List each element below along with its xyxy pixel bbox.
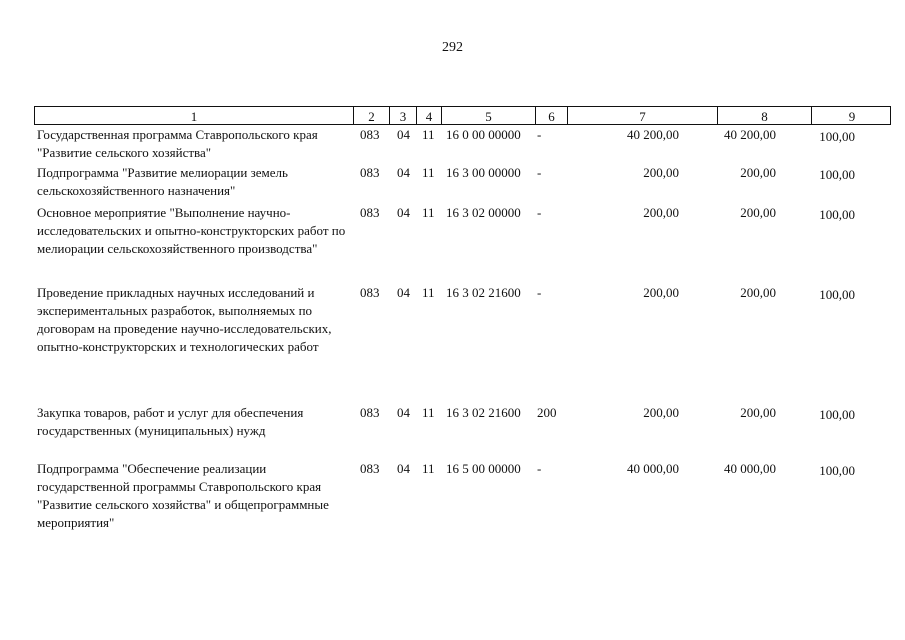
- row-col-2: 083: [360, 285, 380, 300]
- header-col-4: 4: [416, 107, 441, 124]
- row-name: Государственная программа Ставропольского края "Развитие сельского хозяйства": [37, 127, 318, 160]
- row-col-2: 083: [360, 127, 380, 142]
- row-col-7: 40 000,00: [627, 461, 679, 476]
- header-col-1: 1: [190, 109, 198, 124]
- row-name: Проведение прикладных научных исследований и экспериментальных разработок, выполняемых по договорам на проведение научно-исследовательских, опытно-конструкторских и технологических работ: [37, 285, 332, 354]
- row-col-2: 083: [360, 461, 380, 476]
- row-col-3: 04: [397, 405, 410, 420]
- header-col-3: 3: [389, 107, 416, 124]
- row-col-7: 200,00: [643, 205, 679, 220]
- row-col-9: 100,00: [819, 463, 855, 478]
- row-col-4: 11: [422, 165, 435, 180]
- row-col-5: 16 5 00 00000: [446, 461, 521, 476]
- row-col-3: 04: [397, 165, 410, 180]
- row-col-6: -: [537, 127, 542, 142]
- row-col-5: 16 3 02 21600: [446, 405, 521, 420]
- row-col-5: 16 3 02 21600: [446, 285, 521, 300]
- row-col-7: 200,00: [643, 165, 679, 180]
- row-col-8: 200,00: [740, 205, 776, 220]
- row-col-6: -: [537, 285, 542, 300]
- table-header: [34, 106, 891, 125]
- row-col-9: 100,00: [819, 167, 855, 182]
- row-col-9: 100,00: [819, 287, 855, 302]
- row-col-4: 11: [422, 285, 435, 300]
- row-col-5: 16 0 00 00000: [446, 127, 521, 142]
- row-col-3: 04: [397, 461, 410, 476]
- row-col-3: 04: [397, 205, 410, 220]
- row-name: Подпрограмма "Развитие мелиорации земель сельскохозяйственного назначения": [37, 165, 288, 198]
- row-col-8: 200,00: [740, 165, 776, 180]
- row-col-8: 200,00: [740, 285, 776, 300]
- row-col-7: 200,00: [643, 285, 679, 300]
- row-col-2: 083: [360, 405, 380, 420]
- row-col-8: 40 000,00: [724, 461, 776, 476]
- row-col-6: -: [537, 205, 542, 220]
- row-col-7: 200,00: [643, 405, 679, 420]
- row-col-7: 40 200,00: [627, 127, 679, 142]
- row-col-3: 04: [397, 127, 410, 142]
- row-name: Подпрограмма "Обеспечение реализации государственной программы Ставропольского края "Развитие сельского хозяйства" и общепрограммные мероприятия": [37, 461, 329, 530]
- header-col-6: 6: [535, 107, 567, 124]
- row-col-5: 16 3 02 00000: [446, 205, 521, 220]
- row-col-9: 100,00: [819, 407, 855, 422]
- header-col-8: 8: [717, 107, 811, 124]
- row-col-2: 083: [360, 205, 380, 220]
- row-col-2: 083: [360, 165, 380, 180]
- row-col-4: 11: [422, 461, 435, 476]
- header-col-7: 7: [567, 107, 717, 124]
- header-col-9: 9: [811, 107, 892, 124]
- row-name: Основное мероприятие "Выполнение научно-исследовательских и опытно-конструкторских работ по мелиорации сельскохозяйственного производства": [37, 205, 346, 256]
- row-col-8: 40 200,00: [724, 127, 776, 142]
- row-col-6: -: [537, 461, 542, 476]
- row-col-9: 100,00: [819, 129, 855, 144]
- row-col-3: 04: [397, 285, 410, 300]
- row-col-4: 11: [422, 205, 435, 220]
- row-col-5: 16 3 00 00000: [446, 165, 521, 180]
- row-name: Закупка товаров, работ и услуг для обеспечения государственных (муниципальных) нужд: [37, 405, 304, 438]
- row-col-4: 11: [422, 405, 435, 420]
- header-col-2: 2: [353, 107, 389, 124]
- row-col-6: -: [537, 165, 542, 180]
- page-number: 292: [442, 40, 463, 55]
- header-col-5: 5: [441, 107, 535, 124]
- row-col-6: 200: [537, 405, 557, 420]
- row-col-8: 200,00: [740, 405, 776, 420]
- row-col-4: 11: [422, 127, 435, 142]
- row-col-9: 100,00: [819, 207, 855, 222]
